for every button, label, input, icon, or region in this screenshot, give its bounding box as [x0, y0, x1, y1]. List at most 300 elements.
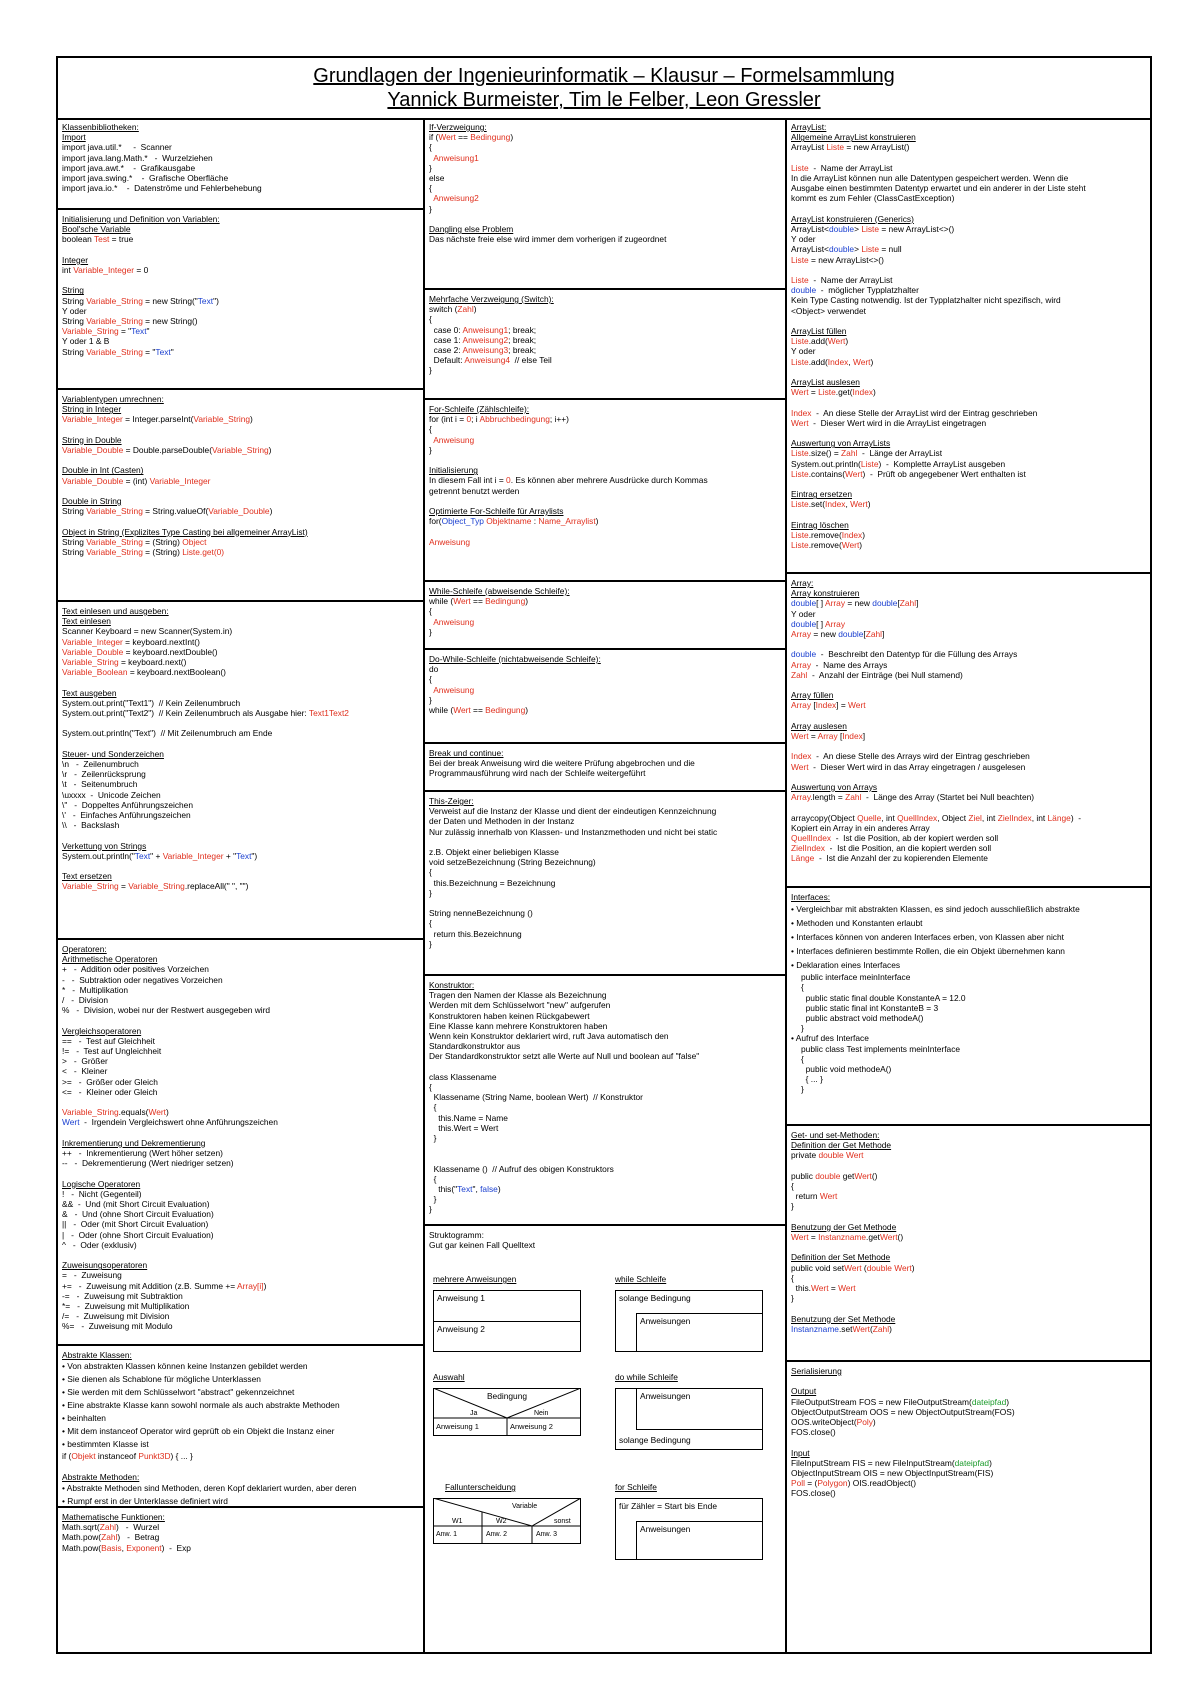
- sub-heading: Auswertung von Arrays: [791, 781, 878, 792]
- code-line: [791, 649, 1146, 659]
- code-segment: FOS.close(): [791, 1427, 836, 1438]
- code-segment: .get(: [835, 387, 853, 398]
- code-line: [62, 657, 419, 667]
- code-segment: Variable_String: [86, 546, 143, 557]
- code-line: [62, 1117, 419, 1127]
- code-line: [429, 705, 781, 715]
- sub-heading: Abstrakte Methoden:: [62, 1471, 140, 1482]
- sub-heading: Eintrag löschen: [791, 519, 849, 530]
- code-segment: Liste: [791, 275, 809, 285]
- code-line: {: [791, 1181, 794, 1191]
- code-lines: [62, 1036, 419, 1097]
- code-line: [791, 843, 1146, 853]
- code-segment: Variable_Boolean: [62, 667, 128, 678]
- code-line: [791, 619, 1146, 629]
- code-segment: Index: [827, 356, 849, 367]
- code-line: Das nächste freie else wird immer dem vorherigen if zugeordnet: [429, 234, 667, 245]
- code-segment: ): [525, 596, 529, 607]
- code-line: [791, 540, 1146, 550]
- code-segment: ): [250, 414, 253, 425]
- code-segment: Zahl: [899, 598, 917, 609]
- code-segment: += - Zuweisung mit Addition (z.B. Summe +=: [62, 1280, 238, 1291]
- text-line: \t - Seitenumbruch: [62, 779, 138, 790]
- code-line: [791, 670, 1146, 680]
- code-line: [791, 660, 1146, 670]
- code-line: }: [791, 1293, 794, 1304]
- code-segment: for (int i =: [429, 414, 467, 425]
- section-array: [787, 574, 1150, 888]
- code-segment: ; i: [471, 414, 480, 425]
- code-line: do: [429, 664, 439, 675]
- code-segment: Index: [852, 387, 874, 398]
- code-segment: Name_Arraylist: [538, 516, 596, 527]
- code-segment: ): [872, 1417, 876, 1427]
- text-line: class Klassename: [429, 1071, 497, 1082]
- section-heading: This-Zeiger:: [429, 796, 474, 806]
- code-lines: [791, 972, 1146, 1033]
- code-line: [791, 357, 1146, 367]
- code-line: [791, 408, 1146, 418]
- text-line: • Rumpf erst in der Unterklasse definiert wird: [62, 1495, 419, 1508]
- code-segment: - Beschreibt den Datentyp für die Füllung des Arrays: [816, 649, 1018, 660]
- code-segment: = Integer.parseInt(: [122, 414, 194, 425]
- code-segment: = new String(): [142, 316, 198, 326]
- code-segment: Polygon: [817, 1478, 848, 1489]
- sub-heading: Definition der Get Methode: [791, 1140, 892, 1151]
- code-segment: Variable_String: [62, 326, 119, 337]
- text-line: Konstruktoren haben keinen Rückgabewert: [429, 1010, 590, 1021]
- code-segment: Anweisung: [433, 684, 475, 695]
- code-segment: Anweisung3: [462, 345, 509, 356]
- code-line: {: [429, 424, 432, 435]
- code-segment: ): [1006, 1396, 1010, 1407]
- code-segment: = ": [142, 346, 156, 357]
- code-line: Y oder: [791, 234, 816, 245]
- text-line: [429, 898, 781, 908]
- code-segment: Liste: [791, 448, 809, 459]
- section-while: [425, 582, 785, 650]
- code-line: [62, 1451, 419, 1461]
- text-line: import java.util.* - Scanner: [62, 142, 172, 153]
- code-segment: = (String): [142, 536, 183, 547]
- code-segment: , Object: [937, 812, 969, 823]
- section-break: [425, 744, 785, 792]
- code-segment: .size() =: [808, 448, 842, 459]
- code-line: [429, 325, 781, 335]
- code-segment: Wert: [791, 761, 809, 772]
- code-segment: public void set: [791, 1262, 845, 1273]
- code-segment: Index: [825, 499, 846, 510]
- code-lines: [791, 1044, 1146, 1095]
- section-struktogramm: [425, 1226, 785, 1656]
- text-line: \" - Doppeltes Anführungszeichen: [62, 799, 194, 810]
- code-segment: Wert: [791, 1232, 809, 1242]
- sub-heading: Zuweisungsoperatoren: [62, 1260, 148, 1271]
- code-segment: = new String(": [142, 295, 198, 306]
- code-line: Kopiert ein Array in ein anderes Array: [791, 822, 930, 833]
- code-segment: Array[i]: [237, 1280, 264, 1291]
- sub-heading: Text ersetzen: [62, 871, 112, 882]
- code-segment: = keyboard.nextDouble(): [123, 646, 218, 657]
- code-segment: ": [146, 326, 150, 337]
- text-line: \' - Einfaches Anführungszeichen: [62, 810, 191, 821]
- sub-heading: Arithmetische Operatoren: [62, 954, 158, 965]
- formula-sheet: [56, 56, 1152, 1654]
- code-segment: dateipfad: [954, 1457, 990, 1468]
- text-line: public void methodeA(): [801, 1064, 892, 1075]
- for-condition: für Zähler = Start bis Ende: [619, 1501, 717, 1511]
- code-segment: >: [854, 224, 862, 234]
- code-line: [791, 530, 1146, 540]
- text-line: }: [429, 887, 432, 898]
- code-segment: = keyboard.nextBoolean(): [127, 667, 226, 678]
- code-segment: Wert: [894, 1262, 912, 1273]
- while-body: Anweisungen: [636, 1313, 763, 1352]
- sub-heading: ArrayList füllen: [791, 326, 847, 336]
- section-heading: Initialisierung und Definition von Variablen:: [62, 214, 220, 224]
- code-line: }: [429, 365, 432, 376]
- code-segment: ObjectOutputStream OOS = new ObjectOutputStream(FOS): [791, 1406, 1015, 1417]
- code-segment: Wert: [845, 1150, 864, 1161]
- code-segment: = Double.parseDouble(: [123, 445, 213, 455]
- code-line: {: [429, 183, 432, 194]
- bullet-lines: [62, 1482, 419, 1508]
- code-segment: double: [791, 618, 817, 629]
- sub-heading: Text ausgeben: [62, 687, 117, 698]
- code-segment: ==: [470, 596, 486, 607]
- code-segment: =: [118, 881, 129, 892]
- struct-sequence: [433, 1290, 581, 1352]
- do-while-body: Anweisungen: [636, 1388, 763, 1430]
- sequence-step-1: Anweisung 1: [434, 1291, 580, 1322]
- text-line: {: [801, 982, 804, 993]
- auswahl-anw2: Anweisung 2: [510, 1422, 553, 1431]
- section-heading: Do-While-Schleife (nichtabweisende Schleife):: [429, 654, 601, 664]
- sub-heading: Input: [791, 1447, 810, 1458]
- code-line: [62, 506, 419, 516]
- code-segment: Objekt: [71, 1451, 96, 1462]
- code-line: = - Zuweisung: [62, 1270, 122, 1281]
- text-line: import java.io.* - Datenströme und Fehlerbehebung: [62, 183, 262, 194]
- code-segment: - möglicher Typplatzhalter: [816, 285, 919, 296]
- code-segment: ): [989, 1457, 992, 1468]
- code-segment: double: [838, 629, 864, 640]
- code-segment: .length =: [810, 792, 846, 803]
- section-operatoren: [58, 940, 423, 1346]
- text-line: • Vergleichbar mit abstrakten Klassen, es sind jedoch ausschließlich abstrakte: [791, 902, 1146, 916]
- code-segment: ,: [121, 1542, 127, 1553]
- code-segment: - An diese Stelle der ArrayList wird der Eintrag geschrieben: [811, 407, 1038, 418]
- code-line: [62, 647, 419, 657]
- text-line: ! - Nicht (Gegenteil): [62, 1188, 142, 1199]
- text-line: Wenn kein Konstruktor deklariert wird, ruft Java automatisch den: [429, 1031, 669, 1042]
- text-line: && - Und (mit Short Circuit Evaluation): [62, 1199, 210, 1210]
- code-line: [791, 1488, 1146, 1498]
- sub-heading: Inkrementierung und Dekrementierung: [62, 1137, 206, 1148]
- code-segment: arraycopy(Object: [791, 812, 858, 823]
- text-line: < - Kleiner: [62, 1066, 108, 1077]
- code-segment: . Es können aber mehrere Ausdrücke durch Kommas: [510, 475, 708, 486]
- code-line: }: [429, 694, 432, 705]
- code-segment: Liste: [791, 499, 809, 510]
- label-while-schleife: while Schleife: [615, 1274, 667, 1284]
- code-segment: Anweisung1: [433, 152, 479, 163]
- code-segment: Variable_String: [86, 536, 143, 547]
- code-line: [429, 617, 781, 627]
- code-lines: [62, 1148, 419, 1168]
- code-line: [791, 833, 1146, 843]
- text-line: }: [801, 1023, 804, 1034]
- code-segment: Default:: [429, 355, 465, 366]
- code-line: [791, 224, 1146, 234]
- text-line: > - Größer: [62, 1056, 108, 1067]
- code-line: [429, 335, 781, 345]
- code-segment: Wert: [62, 1117, 80, 1128]
- code-segment: Array: [825, 598, 846, 609]
- code-segment: Test: [93, 234, 110, 245]
- code-segment: double: [872, 598, 898, 609]
- section-heading: Interfaces:: [791, 892, 831, 902]
- text-line: - - Subtraktion oder negatives Vorzeichen: [62, 974, 223, 985]
- code-segment: = (String): [142, 546, 183, 557]
- code-segment: double: [791, 649, 817, 660]
- code-segment: Variable_String: [193, 414, 251, 425]
- code-segment: (): [871, 1170, 878, 1181]
- code-segment: (): [897, 1232, 904, 1242]
- text-line: • Eine abstrakte Klasse kann sowohl normale als auch abstrakte Methoden: [62, 1399, 419, 1412]
- code-segment: ): [859, 540, 863, 551]
- text-line: * - Multiplikation: [62, 984, 129, 995]
- code-segment: = null: [879, 244, 902, 255]
- code-line: [791, 418, 1146, 428]
- code-segment: OOS.writeObject(: [791, 1417, 857, 1427]
- code-segment: ]: [882, 629, 885, 640]
- struct-auswahl: [433, 1388, 581, 1436]
- code-segment: Variable_Double: [62, 475, 124, 486]
- section-arraylist: [787, 118, 1150, 574]
- code-segment: - Ist die Position, an die kopiert werden soll: [824, 843, 992, 854]
- text-line: • Abstrakte Methoden sind Methoden, deren Kopf deklariert wurden, aber deren: [62, 1482, 419, 1495]
- code-line: getrennt benutzt werden: [429, 485, 520, 496]
- text-line: [429, 1153, 781, 1163]
- text-line: [429, 1143, 781, 1153]
- code-segment: Punkt3D: [138, 1451, 171, 1462]
- code-segment: .remove(: [808, 540, 842, 551]
- code-line: [62, 265, 419, 275]
- sub-heading: Double in String: [62, 495, 122, 506]
- text-line: Werden mit dem Schlüsselwort "new" aufgerufen: [429, 1000, 611, 1011]
- code-segment: Liste: [791, 336, 809, 347]
- code-segment: Wert: [148, 1107, 166, 1118]
- code-segment: Liste: [791, 540, 809, 551]
- code-segment: double: [815, 1170, 841, 1181]
- code-line: [791, 1191, 1146, 1201]
- page-title: Grundlagen der Ingenieurinformatik – Klausur – Formelsammlung: [313, 65, 895, 87]
- code-segment: = (int): [123, 475, 150, 486]
- text-line: • Deklaration eines Interfaces: [791, 958, 1146, 972]
- text-line: & - Und (ohne Short Circuit Evaluation): [62, 1209, 214, 1220]
- code-segment: ==: [470, 705, 486, 716]
- code-segment: ZielIndex: [791, 843, 825, 854]
- code-segment: Wert: [848, 700, 866, 711]
- code-segment: double: [866, 1262, 892, 1273]
- code-segment: ZielIndex: [997, 812, 1032, 823]
- code-segment: Index: [842, 731, 863, 741]
- text-line: Klassename () // Aufruf des obigen Konstruktors: [429, 1163, 614, 1174]
- code-segment: Wert: [844, 1262, 862, 1273]
- text-line: \r - Zeilenrücksprung: [62, 769, 146, 780]
- text-line: • Mit dem instanceof Operator wird geprüft ob ein Objekt die Instanz einer: [62, 1425, 419, 1438]
- fall-variable: Variable: [512, 1503, 538, 1510]
- fall-w1: W1: [452, 1518, 463, 1525]
- text-line: this.Name = Name: [429, 1112, 508, 1123]
- code-segment: .remove(: [808, 529, 842, 540]
- text-line: }: [429, 1204, 432, 1215]
- code-segment: Text: [197, 295, 214, 306]
- section-heading: Konstruktor:: [429, 980, 475, 990]
- section-heading: Operatoren:: [62, 944, 107, 954]
- code-segment: String: [62, 506, 87, 517]
- code-segment: Wert: [791, 387, 809, 398]
- code-segment: double: [791, 285, 817, 296]
- code-segment: 0: [506, 475, 511, 486]
- code-segment: ): [473, 304, 477, 315]
- code-segment: switch (: [429, 304, 458, 315]
- sub-heading: String: [62, 285, 84, 296]
- text-line: | - Oder (ohne Short Circuit Evaluation): [62, 1229, 214, 1240]
- text-line: • Sie dienen als Schablone für mögliche Unterklassen: [62, 1373, 419, 1386]
- code-segment: = keyboard.nextInt(): [122, 636, 200, 647]
- sub-heading: Bool'sche Variable: [62, 224, 131, 235]
- code-segment: Text: [236, 850, 252, 861]
- sub-heading: Integer: [62, 254, 89, 265]
- code-segment: Liste: [791, 468, 809, 479]
- code-segment: Zahl: [457, 304, 474, 315]
- sub-heading: Array füllen: [791, 690, 834, 701]
- code-segment: double: [828, 244, 855, 255]
- text-line: -- - Dekrementierung (Wert niedriger setzen): [62, 1158, 234, 1169]
- section-switch: [425, 290, 785, 400]
- code-segment: .replaceAll(" ", ""): [184, 881, 249, 892]
- code-lines: [429, 1072, 781, 1184]
- code-segment: Text: [457, 1184, 473, 1195]
- section-heading: Break und continue:: [429, 748, 504, 758]
- code-segment: Variable_String: [86, 295, 143, 306]
- code-line: }: [429, 626, 432, 637]
- label-do-while: do while Schleife: [615, 1372, 678, 1382]
- code-segment: - Name des Arrays: [811, 659, 888, 670]
- code-segment: [: [897, 598, 900, 609]
- code-segment: FileInputStream FIS = new FileInputStream(: [791, 1457, 955, 1468]
- code-line: Scanner Keyboard = new Scanner(System.in): [62, 626, 233, 637]
- auswahl-anw1: Anweisung 1: [436, 1422, 479, 1431]
- code-segment: Text: [131, 326, 147, 337]
- code-line: [791, 629, 1146, 639]
- code-segment: Ziel: [968, 812, 982, 823]
- code-segment: Variable_Integer: [162, 850, 224, 861]
- struct-for: [615, 1498, 763, 1560]
- code-segment: Variable_String: [62, 1107, 119, 1118]
- label-for-schleife: for Schleife: [615, 1482, 657, 1492]
- code-segment: Array: [791, 629, 812, 640]
- code-segment: public: [791, 1170, 816, 1181]
- text-lines: [429, 758, 781, 778]
- code-segment: - Ist die Position, ab der kopiert werden soll: [831, 832, 999, 843]
- code-segment: System.out.println(: [791, 458, 861, 469]
- code-segment: Liste: [826, 142, 845, 153]
- code-segment: = new ArrayList(): [844, 142, 910, 153]
- sub-heading: Dangling else Problem: [429, 224, 514, 235]
- code-segment: ) - Prüft ob angegebener Wert enthalten ist: [862, 468, 1026, 479]
- code-segment: Array: [825, 618, 846, 629]
- text-line: Bei der break Anweisung wird die weitere Prüfung abgebrochen und die: [429, 758, 695, 769]
- code-segment: ): [867, 499, 871, 510]
- section-heading: Mehrfache Verzweigung (Switch):: [429, 294, 554, 304]
- code-segment: Variable_String: [62, 881, 119, 892]
- text-line: Ausgabe einen bestimmten Datentyp erwartet und ein anderer in der Liste steht: [791, 183, 1086, 194]
- while-condition: solange Bedingung: [619, 1293, 691, 1303]
- section-heading: Text einlesen und ausgeben:: [62, 606, 169, 616]
- code-segment: ): [510, 132, 514, 143]
- code-line: else: [429, 173, 445, 184]
- text-line: import java.swing.* - Grafische Oberfläche: [62, 173, 229, 184]
- section-heading: If-Verzweigung:: [429, 122, 487, 132]
- text-line: public interface meinInterface: [801, 972, 911, 983]
- code-segment: = 0: [134, 265, 149, 275]
- code-segment: System.out.println(": [62, 850, 135, 861]
- text-lines: [429, 990, 781, 1061]
- code-segment: Text1Text2: [308, 708, 349, 719]
- sub-heading: Logische Operatoren: [62, 1178, 141, 1189]
- sub-heading: Array auslesen: [791, 720, 847, 731]
- text-line: {: [429, 918, 432, 929]
- sub-heading: Allgemeine ArrayList konstruieren: [791, 132, 916, 143]
- code-line: [429, 355, 781, 365]
- fall-sonst: sonst: [554, 1518, 571, 1525]
- code-line: [791, 142, 1146, 152]
- sub-heading: Optimierte For-Schleife für Arraylists: [429, 506, 564, 516]
- struct-do-while: [615, 1388, 763, 1450]
- text-line: {: [429, 867, 432, 878]
- code-segment: ): [165, 1107, 169, 1118]
- code-line: [791, 598, 1146, 608]
- code-segment: - Ist die Anzahl der zu kopierenden Elemente: [814, 853, 988, 864]
- code-segment: [: [837, 731, 843, 741]
- text-line: this.Bezeichnung = Bezeichnung: [429, 877, 556, 888]
- code-segment: Wert: [850, 499, 868, 510]
- text-line: }: [429, 938, 432, 949]
- code-segment: Array: [817, 731, 838, 741]
- sequence-step-2: Anweisung 2: [437, 1324, 485, 1334]
- code-line: [429, 685, 781, 695]
- code-segment: 0: [466, 414, 472, 425]
- code-segment: ; break;: [508, 334, 537, 345]
- code-segment: - Länge der ArrayList: [857, 448, 943, 459]
- text-line: z.B. Objekt einer beliebigen Klasse: [429, 847, 559, 857]
- code-segment: - Name der ArrayList: [808, 162, 893, 173]
- code-line: [791, 469, 1146, 479]
- code-segment: Index: [791, 751, 812, 762]
- code-segment: Liste: [791, 254, 809, 265]
- code-lines: [62, 964, 419, 1015]
- code-segment: ArrayList: [791, 142, 827, 153]
- code-segment: Wert: [811, 1283, 829, 1293]
- code-segment: Liste: [791, 529, 809, 540]
- code-line: [791, 1397, 1146, 1407]
- page-authors: Yannick Burmeister, Tim le Felber, Leon Gressler: [387, 89, 821, 111]
- code-segment: false: [480, 1184, 498, 1195]
- text-line: % - Division, wobei nur der Restwert ausgegeben wird: [62, 1005, 271, 1016]
